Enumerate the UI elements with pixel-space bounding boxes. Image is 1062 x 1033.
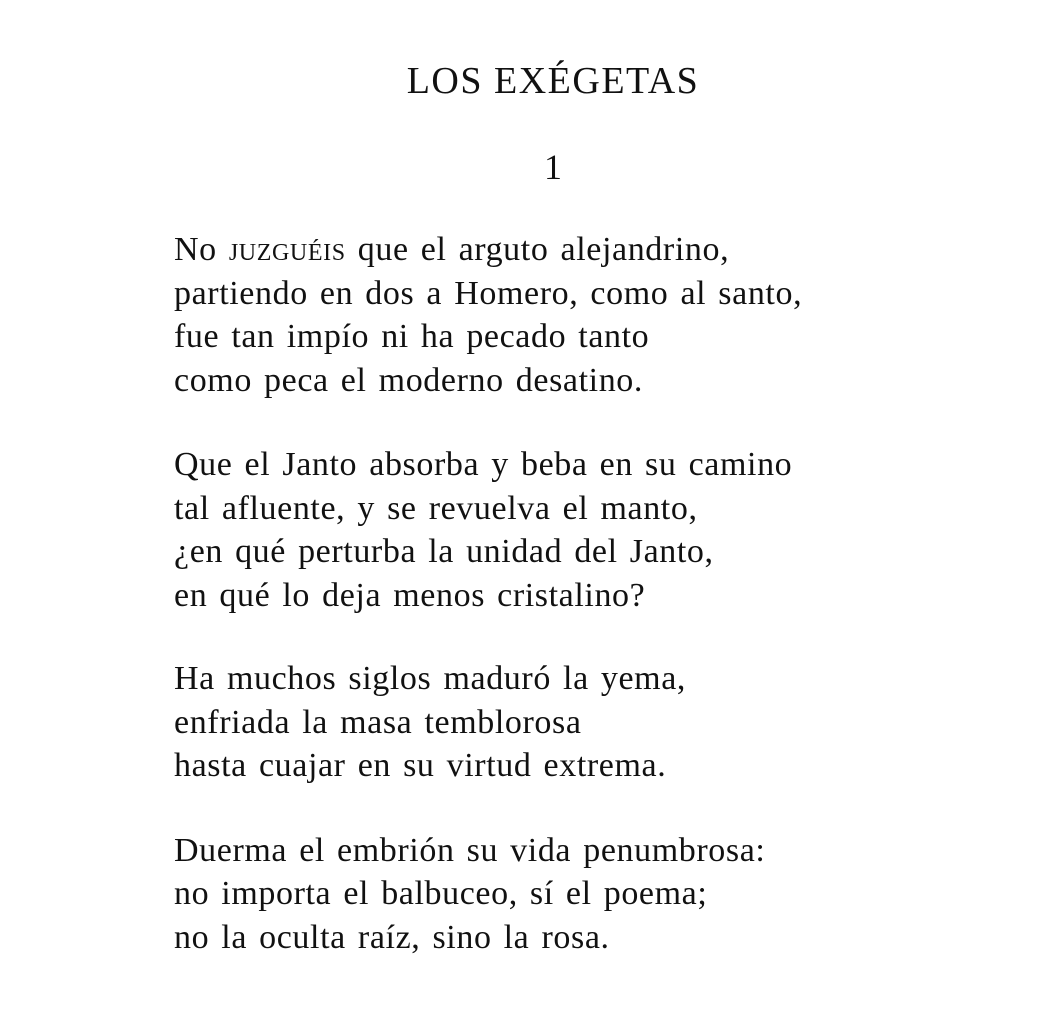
stanza-1 [174, 228, 1034, 402]
poem-title: LOS EXÉGETAS [406, 60, 700, 102]
verse-line: en qué lo deja menos cristalino? [174, 576, 646, 614]
verse-line: hasta cuajar en su virtud extrema. [174, 747, 667, 784]
verse-line: ¿en qué perturba la unidad del Janto, [174, 533, 714, 570]
verse-line: fue tan impío ni ha pecado tanto [174, 318, 650, 355]
stanza-2 [174, 443, 1034, 617]
verse-line: no importa el balbuceo, sí el poema; [174, 875, 708, 912]
stanza-3 [174, 657, 1034, 788]
verse-line: enfriada la masa temblorosa [174, 703, 582, 741]
section-number: 1 [544, 147, 562, 187]
verse-line: como peca el moderno desatino. [174, 361, 644, 399]
poem-body [174, 228, 1034, 1000]
verse-rest: que el arguto alejandrino, [345, 231, 730, 268]
verse-line: Que el Janto absorba y beba en su camino [174, 446, 793, 483]
verse-line: Ha muchos siglos maduró la yema, [174, 660, 686, 697]
verse-smallcaps: juzguéis [228, 231, 346, 268]
verse-line: Duerma el embrión su vida penumbrosa: [174, 831, 766, 869]
verse-line [174, 228, 1034, 272]
verse-lead: No [174, 231, 229, 268]
verse-line: no la oculta raíz, sino la rosa. [174, 918, 610, 956]
verse-line: tal afluente, y se revuelva el manto, [174, 489, 698, 527]
verse-line: partiendo en dos a Homero, como al santo, [174, 274, 803, 312]
stanza-4 [174, 829, 1034, 960]
